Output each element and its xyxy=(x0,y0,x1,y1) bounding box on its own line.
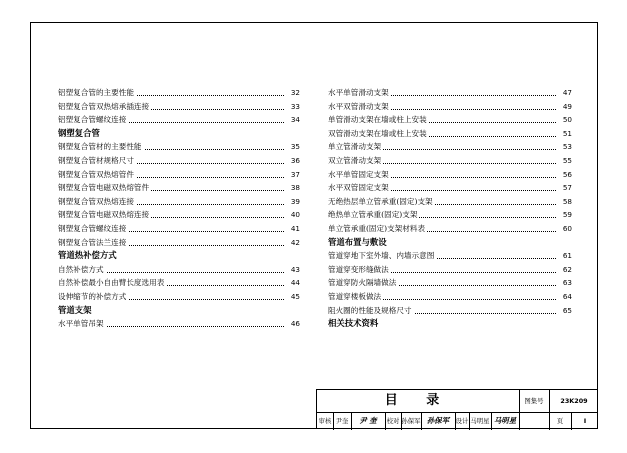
designer-signature: 马明星 xyxy=(493,416,517,425)
toc-entry-title: 水平双管固定支架 xyxy=(328,183,389,193)
toc-entry-page: 65 xyxy=(556,304,572,318)
toc-entry xyxy=(328,276,572,290)
toc-entry-page: 50 xyxy=(556,113,572,127)
toc-entry-page: 47 xyxy=(556,86,572,100)
toc-entry-title: 水平双管滑动支架 xyxy=(328,101,389,111)
toc-entry xyxy=(328,263,572,277)
toc-entry xyxy=(58,168,300,182)
toc-entry xyxy=(58,113,300,127)
toc-entry-title: 管道穿地下室外墙、内墙示意图 xyxy=(328,251,435,261)
toc-entry-title: 设伸缩节的补偿方式 xyxy=(58,291,127,301)
toc-entry xyxy=(58,208,300,222)
toc-entry xyxy=(58,276,300,290)
toc-entry xyxy=(58,86,300,100)
toc-entry-title: 钢塑复合管双热熔连接 xyxy=(58,196,134,206)
toc-entry-page: 45 xyxy=(284,290,300,304)
toc-entry xyxy=(58,290,300,304)
toc-section-heading xyxy=(58,249,300,263)
toc-entry-title: 钢塑复合管材的主要性能 xyxy=(58,142,142,152)
toc-entry-title: 水平单管吊架 xyxy=(58,319,104,329)
toc-entry-page: 56 xyxy=(556,168,572,182)
proof-label: 校对 xyxy=(386,417,400,425)
toc-entry-title: 管道穿楼板做法 xyxy=(328,291,382,301)
toc-entry xyxy=(328,168,572,182)
toc-entry-page: 57 xyxy=(556,181,572,195)
toc-entry-page: 62 xyxy=(556,263,572,277)
review-label: 审核 xyxy=(318,417,332,425)
toc-entry xyxy=(328,127,572,141)
toc-entry-page: 59 xyxy=(556,208,572,222)
toc-entry-title: 水平单管滑动支架 xyxy=(328,88,389,97)
toc-entry xyxy=(58,236,300,250)
toc-entry xyxy=(58,140,300,154)
toc-entry-title: 管道热补偿方式 xyxy=(58,250,117,261)
toc-entry-page: 32 xyxy=(284,86,300,100)
toc-entry-title: 管道布置与敷设 xyxy=(328,236,387,247)
toc-entry-page: 37 xyxy=(284,168,300,182)
toc-entry-page: 38 xyxy=(284,181,300,195)
toc-entry-page: 58 xyxy=(556,195,572,209)
toc-entry-page: 44 xyxy=(284,276,300,290)
proofer-signature: 孙保军 xyxy=(426,416,450,425)
toc-section-heading xyxy=(328,317,572,331)
toc-entry-title: 钢塑复合管双热熔管件 xyxy=(58,169,134,179)
title-block xyxy=(316,389,598,429)
toc-entry xyxy=(328,86,572,100)
toc-entry-title: 管道穿变形缝做法 xyxy=(328,264,389,274)
toc-right-column xyxy=(328,86,572,331)
toc-entry-title: 单管滑动支架在墙或柱上安装 xyxy=(328,115,427,125)
toc-entry xyxy=(328,181,572,195)
toc-entry-title: 相关技术资料 xyxy=(328,318,379,329)
atlas-label: 图集号 xyxy=(524,397,544,405)
toc-entry xyxy=(58,154,300,168)
toc-entry-title: 绝热单立管承重(固定)支架 xyxy=(328,210,418,220)
toc-entry xyxy=(328,304,572,318)
toc-entry-title: 钢塑复合管材规格尺寸 xyxy=(58,155,134,165)
toc-entry-page: 40 xyxy=(284,208,300,222)
page-number: Ⅱ xyxy=(583,417,587,425)
page-label: 页 xyxy=(556,417,564,425)
toc-entry-page: 43 xyxy=(284,263,300,277)
toc-entry-page: 36 xyxy=(284,154,300,168)
reviewer-signature: 尹 奎 xyxy=(359,416,377,425)
toc-entry-title: 单立管承重(固定)支架材料表 xyxy=(328,223,426,233)
toc-entry xyxy=(328,208,572,222)
design-label: 设计 xyxy=(455,417,469,425)
toc-entry-page: 49 xyxy=(556,100,572,114)
toc-entry-page: 51 xyxy=(556,127,572,141)
toc-entry xyxy=(328,249,572,263)
toc-entry-title: 钢塑复合管电磁双热熔连接 xyxy=(58,210,150,220)
toc-entry-title: 阻火圈的性能及规格尺寸 xyxy=(328,305,412,315)
toc-entry xyxy=(58,100,300,114)
toc-entry-title: 铝塑复合管的主要性能 xyxy=(58,88,134,97)
toc-entry xyxy=(58,181,300,195)
toc-entry-page: 35 xyxy=(284,140,300,154)
toc-entry-title: 自然补偿方式 xyxy=(58,264,104,274)
toc-entry-page: 42 xyxy=(284,236,300,250)
toc-left-column xyxy=(58,86,300,331)
toc-entry xyxy=(58,263,300,277)
toc-entry xyxy=(328,154,572,168)
toc-entry-title: 钢塑复合管电磁双热熔管件 xyxy=(58,183,150,193)
toc-entry-title: 铝塑复合管螺纹连接 xyxy=(58,115,127,125)
toc-entry-page: 63 xyxy=(556,276,572,290)
toc-entry xyxy=(328,100,572,114)
toc-entry-page: 34 xyxy=(284,113,300,127)
toc-entry xyxy=(328,222,572,236)
toc-entry-title: 双管滑动支架在墙或柱上安装 xyxy=(328,128,427,138)
title-block-vline xyxy=(519,412,520,430)
toc-entry-title: 铝塑复合管双热熔承插连接 xyxy=(58,101,150,111)
toc-entry-page: 53 xyxy=(556,140,572,154)
toc-entry-page: 39 xyxy=(284,195,300,209)
toc-entry xyxy=(328,113,572,127)
toc-section-heading xyxy=(58,304,300,318)
toc-entry-page: 33 xyxy=(284,100,300,114)
page-title: 目 录 xyxy=(384,393,452,408)
toc-entry-page: 60 xyxy=(556,222,572,236)
toc-entry-page: 41 xyxy=(284,222,300,236)
toc-section-heading xyxy=(328,236,572,250)
toc-entry-title: 无绝热层单立管承重(固定)支架 xyxy=(328,196,433,206)
toc-entry xyxy=(58,222,300,236)
proofer-name: 孙保军 xyxy=(401,417,421,425)
toc-entry-page: 55 xyxy=(556,154,572,168)
toc-entry-title: 钢塑复合管 xyxy=(58,127,100,138)
toc-entry-title: 管道支架 xyxy=(58,304,92,315)
toc-section-heading xyxy=(58,127,300,141)
toc-entry-title: 自然补偿最小自由臂长度选用表 xyxy=(58,278,165,288)
designer-name: 马明星 xyxy=(470,417,490,425)
toc-entry xyxy=(58,317,300,331)
toc-entry-page: 61 xyxy=(556,249,572,263)
toc-entry-title: 单立管滑动支架 xyxy=(328,142,382,152)
toc-entry-title: 钢塑复合管法兰连接 xyxy=(58,237,127,247)
toc-entry xyxy=(58,195,300,209)
toc-entry xyxy=(328,195,572,209)
toc-entry-page: 46 xyxy=(284,317,300,331)
toc-entry-title: 水平单管固定支架 xyxy=(328,169,389,179)
toc-entry-page: 64 xyxy=(556,290,572,304)
atlas-number: 23K209 xyxy=(560,397,588,405)
toc-entry xyxy=(328,140,572,154)
reviewer-name: 尹奎 xyxy=(335,417,349,425)
toc-entry xyxy=(328,290,572,304)
toc-entry-title: 双立管滑动支架 xyxy=(328,155,382,165)
toc-entry-title: 钢塑复合管螺纹连接 xyxy=(58,223,127,233)
toc-entry-title: 管道穿防火隔墙做法 xyxy=(328,278,397,288)
